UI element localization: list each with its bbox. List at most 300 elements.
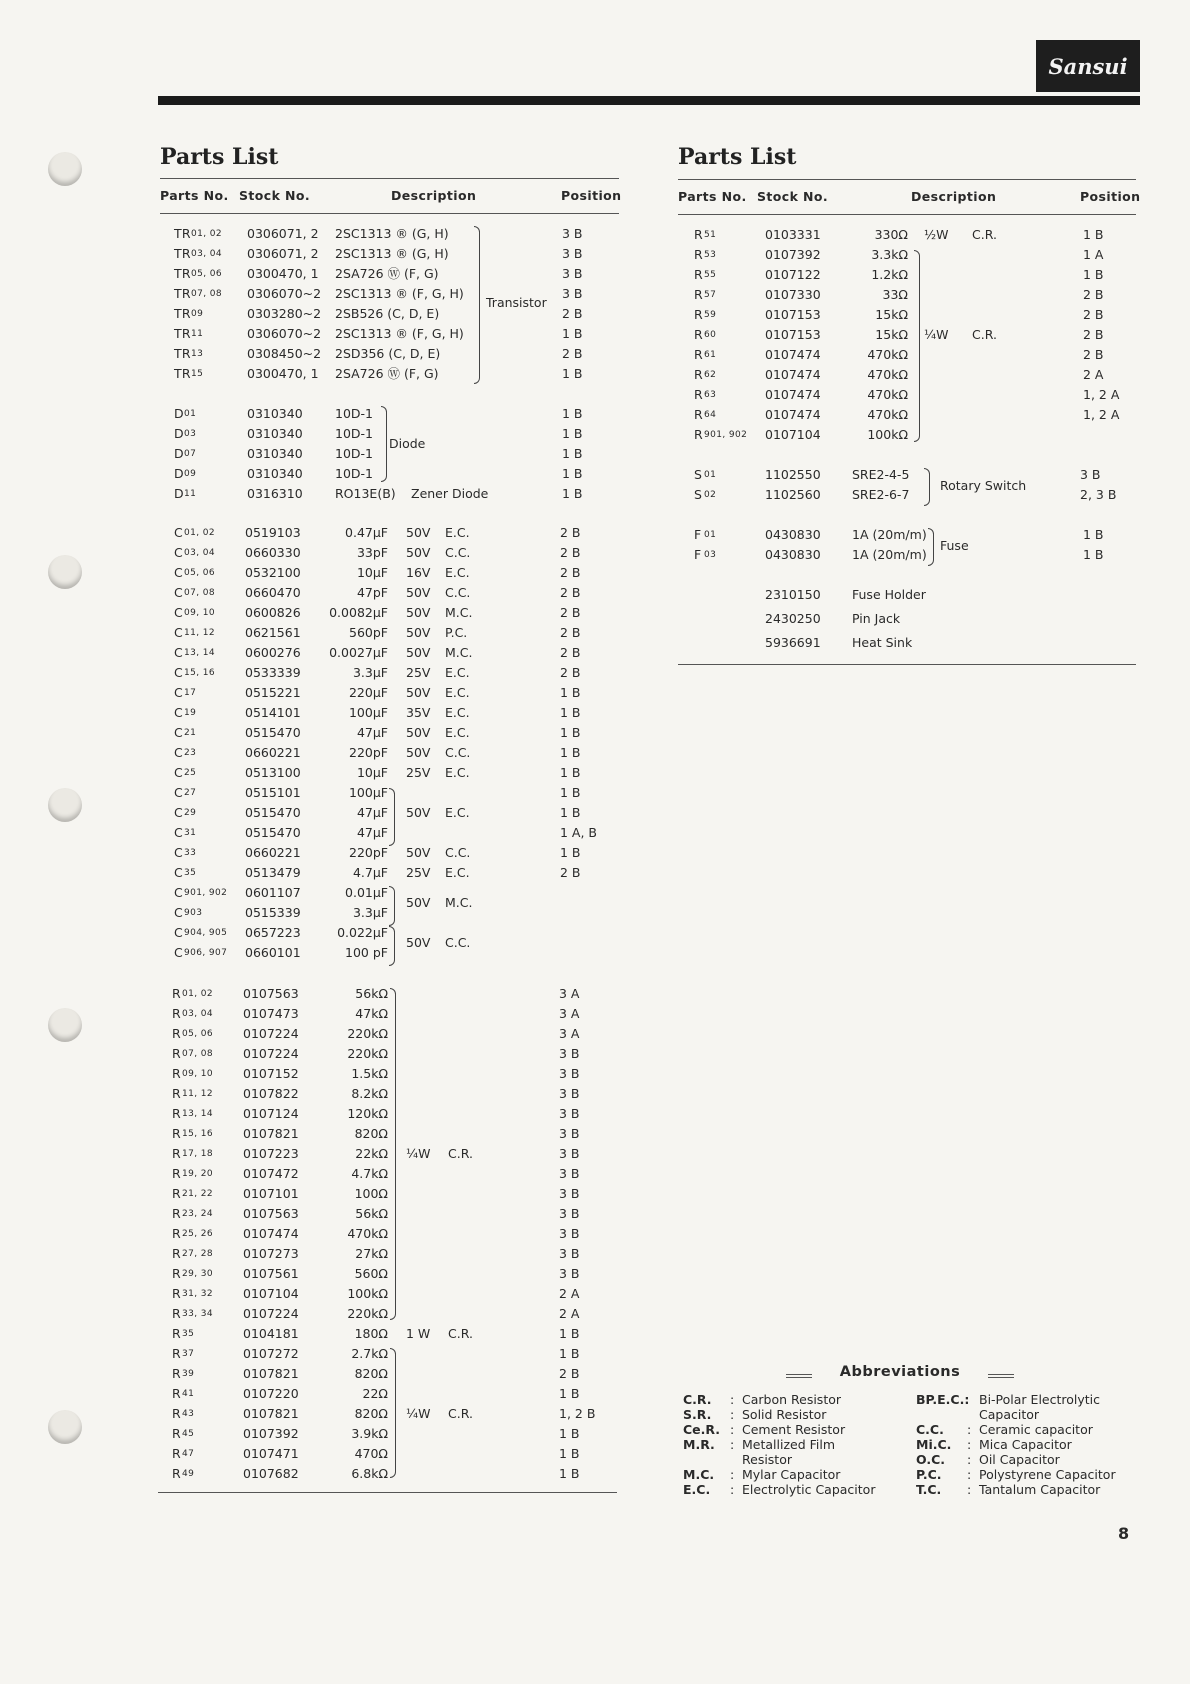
part-number-prefix: C [174, 765, 184, 780]
part-number-suffix: 29, 30 [182, 1269, 214, 1279]
table-row [0, 325, 1190, 345]
table-row [0, 225, 1190, 245]
resistance-value: 820Ω [354, 1366, 388, 1381]
voltage-rating: 25V [406, 765, 431, 780]
stock-number: 0515339 [245, 905, 301, 920]
abbreviation-code: M.C. [683, 1467, 715, 1482]
description: 2SC1313 ® (G, H) [335, 246, 449, 261]
capacitor-type: E.C. [445, 725, 470, 740]
abbreviation-text: Mylar Capacitor [742, 1467, 841, 1482]
table-row [0, 1144, 1190, 1164]
position: 1 B [560, 745, 581, 760]
position: 1 B [559, 1426, 580, 1441]
voltage-rating: 50V [406, 895, 431, 910]
table-row [0, 923, 1190, 950]
stock-number: 0107563 [243, 1206, 299, 1221]
part-number-prefix: R [694, 367, 703, 382]
part-number-prefix: C [174, 845, 184, 860]
description: RO13E(B) [335, 486, 396, 501]
part-number-prefix: R [694, 427, 703, 442]
part-number-prefix: R [694, 227, 703, 242]
part-number-prefix: C [174, 725, 184, 740]
capacitance-value: 100μF [348, 785, 388, 800]
part-number-prefix: C [174, 645, 184, 660]
position: 3 B [559, 1226, 580, 1241]
description: 1A (20m/m) [852, 527, 927, 542]
part-number-prefix: R [172, 1066, 181, 1081]
part-number-prefix: D [174, 426, 184, 441]
stock-number: 0430830 [765, 547, 821, 562]
part-number-prefix: R [172, 1466, 181, 1481]
part-number-suffix: 02 [704, 490, 717, 500]
abbreviation-code: E.C. [683, 1482, 711, 1497]
part-number-suffix: 05, 06 [184, 568, 216, 578]
capacitance-value: 33pF [356, 545, 388, 560]
position: 1 A, B [560, 825, 597, 840]
fuse-group-label: Fuse [940, 538, 969, 553]
resistance-value: 330Ω [874, 227, 908, 242]
stock-number: 0514101 [245, 705, 301, 720]
part-number-suffix: 01 [704, 530, 717, 540]
left-header-position: Position [561, 188, 622, 203]
stock-number: 0430830 [765, 527, 821, 542]
wattage: ¼W [406, 1406, 431, 1421]
position: 2 B [562, 346, 583, 361]
part-number-prefix: R [172, 1226, 181, 1241]
position: 1 B [560, 725, 581, 740]
stock-number: 0107224 [243, 1046, 299, 1061]
position: 1 B [562, 406, 583, 421]
table-row [0, 1264, 1190, 1284]
part-number-suffix: 41 [182, 1389, 195, 1399]
stock-number: 0306070~2 [247, 286, 322, 301]
part-number-suffix: 09, 10 [182, 1069, 214, 1079]
part-number-prefix: TR [174, 226, 191, 241]
part-number-suffix: 55 [704, 270, 717, 280]
position: 1 B [562, 466, 583, 481]
part-number-prefix: D [174, 446, 184, 461]
abbreviation-text: Carbon Resistor [742, 1392, 842, 1407]
position: 2 B [1083, 347, 1104, 362]
stock-number: 1102550 [765, 467, 821, 482]
stock-number: 0107563 [243, 986, 299, 1001]
abbreviation-text-cont: Resistor [742, 1452, 792, 1467]
stock-number: 0660470 [245, 585, 301, 600]
abbreviation-text-cont: Capacitor [979, 1407, 1040, 1422]
stock-number: 0107153 [765, 327, 821, 342]
resistance-value: 180Ω [354, 1326, 388, 1341]
capacitance-value: 100 pF [345, 945, 388, 960]
position: 3 B [559, 1046, 580, 1061]
part-number-suffix: 27, 28 [182, 1249, 214, 1259]
table-row [0, 723, 1190, 743]
part-number-prefix: R [172, 1006, 181, 1021]
table-row [0, 1124, 1190, 1144]
part-number-suffix: 05, 06 [182, 1029, 214, 1039]
capacitor-type: E.C. [445, 705, 470, 720]
position: 1 B [559, 1466, 580, 1481]
table-row [0, 425, 1190, 445]
description: 2SC1313 ® (G, H) [335, 226, 449, 241]
stock-number: 0107561 [243, 1266, 299, 1281]
table-row [0, 863, 1190, 883]
abbreviation-colon: : [967, 1482, 972, 1497]
binder-hole [48, 152, 82, 186]
part-number-suffix: 03, 04 [182, 1009, 214, 1019]
part-number-suffix: 43 [182, 1409, 195, 1419]
position: 1, 2 A [1083, 387, 1120, 402]
voltage-rating: 50V [406, 605, 431, 620]
capacitor-type: E.C. [445, 805, 470, 820]
part-number-suffix: 11, 12 [184, 628, 216, 638]
left-bottom-rule [158, 1492, 617, 1493]
stock-number: 0600276 [245, 645, 301, 660]
left-header-description: Description [391, 188, 477, 203]
part-number-suffix: 23, 24 [182, 1209, 214, 1219]
position: 3 B [559, 1186, 580, 1201]
abbreviation-colon: : [730, 1407, 735, 1422]
position: 2 B [1083, 287, 1104, 302]
table-row [0, 1244, 1190, 1264]
position: 2 A [1083, 367, 1104, 382]
abbreviation-code: M.R. [683, 1437, 715, 1452]
stock-number: 0107224 [243, 1026, 299, 1041]
part-number-suffix: 13, 14 [182, 1109, 214, 1119]
position: 1 B [562, 366, 583, 381]
resistance-value: 4.7kΩ [351, 1166, 388, 1181]
table-row [0, 1104, 1190, 1124]
sansui-logo: Sansui [1036, 40, 1140, 92]
right-header-parts-no: Parts No. [678, 189, 747, 204]
capacitor-type: E.C. [445, 685, 470, 700]
capacitance-value: 0.022μF [337, 925, 388, 940]
description: Fuse Holder [852, 587, 926, 602]
position: 3 B [562, 266, 583, 281]
part-number-suffix: 33, 34 [182, 1309, 214, 1319]
part-number-prefix: R [694, 327, 703, 342]
part-number-suffix: 63 [704, 390, 717, 400]
part-number-suffix: 07, 08 [191, 289, 223, 299]
stock-number: 0513479 [245, 865, 301, 880]
table-row [0, 485, 1190, 505]
position: 1 B [559, 1346, 580, 1361]
resistance-value: 8.2kΩ [351, 1086, 388, 1101]
capacitance-value: 220pF [349, 845, 388, 860]
table-row [0, 843, 1190, 863]
part-number-prefix: R [172, 1446, 181, 1461]
position: 1 B [1083, 527, 1104, 542]
stock-number: 2310150 [765, 587, 821, 602]
part-number-prefix: C [174, 925, 184, 940]
voltage-rating: 25V [406, 865, 431, 880]
abbreviation-text: Cement Resistor [742, 1422, 846, 1437]
part-number-suffix: 901, 902 [184, 888, 228, 898]
position: 2 B [560, 565, 581, 580]
resistance-value: 15kΩ [875, 307, 908, 322]
stock-number: 0107392 [243, 1426, 299, 1441]
stock-number: 0308450~2 [247, 346, 322, 361]
right-page-title: Parts List [678, 144, 797, 170]
part-number-prefix: TR [174, 366, 191, 381]
position: 1 B [562, 486, 583, 501]
part-number-suffix: 31 [184, 828, 197, 838]
part-number-prefix: C [174, 605, 184, 620]
position: 1 B [1083, 267, 1104, 282]
position: 1 B [562, 426, 583, 441]
abbreviation-colon: : [730, 1482, 735, 1497]
stock-number: 0515470 [245, 805, 301, 820]
position: 1 B [562, 326, 583, 341]
stock-number: 0306071, 2 [247, 246, 319, 261]
stock-number: 0107821 [243, 1366, 299, 1381]
abbreviation-text: Tantalum Capacitor [979, 1482, 1101, 1497]
table-row [0, 1004, 1190, 1024]
table-row [0, 903, 1190, 923]
part-number-suffix: 64 [704, 410, 717, 420]
stock-number: 0600826 [245, 605, 301, 620]
part-number-suffix: 01, 02 [184, 528, 216, 538]
resistance-value: 220kΩ [347, 1306, 388, 1321]
table-row [0, 365, 1190, 385]
left-title-rule [160, 178, 619, 179]
position: 1 B [559, 1326, 580, 1341]
capacitance-value: 0.47μF [345, 525, 388, 540]
position: 2 B [560, 545, 581, 560]
switch-group-label: Rotary Switch [940, 478, 1027, 493]
part-number-suffix: 57 [704, 290, 717, 300]
part-number-suffix: 09, 10 [184, 608, 216, 618]
part-number-suffix: 51 [704, 230, 717, 240]
position: 3 B [559, 1246, 580, 1261]
abbreviation-colon: : [967, 1422, 972, 1437]
left-page-title: Parts List [160, 144, 279, 170]
part-number-prefix: D [174, 406, 184, 421]
voltage-rating: 50V [406, 685, 431, 700]
resistance-value: 470Ω [354, 1446, 388, 1461]
capacitance-value: 220μF [348, 685, 388, 700]
stock-number: 0657223 [245, 925, 301, 940]
position: 1 B [560, 785, 581, 800]
part-number-suffix: 03, 04 [191, 249, 223, 259]
part-number-suffix: 45 [182, 1429, 195, 1439]
stock-number: 0107104 [243, 1286, 299, 1301]
abbreviation-code: S.R. [683, 1407, 712, 1422]
part-number-prefix: F [694, 527, 702, 542]
voltage-rating: 50V [406, 725, 431, 740]
stock-number: 0107822 [243, 1086, 299, 1101]
capacitance-value: 0.01μF [345, 885, 388, 900]
stock-number: 0601107 [245, 885, 301, 900]
description: Heat Sink [852, 635, 913, 650]
position: 1, 2 A [1083, 407, 1120, 422]
table-row [0, 1024, 1190, 1044]
part-number-prefix: C [174, 585, 184, 600]
table-row [0, 1284, 1190, 1304]
stock-number: 0107821 [243, 1406, 299, 1421]
abbreviation-text: Solid Resistor [742, 1407, 827, 1422]
stock-number: 0104181 [243, 1326, 299, 1341]
abbreviation-colon: : [967, 1452, 972, 1467]
capacitor-type: P.C. [445, 625, 468, 640]
part-number-prefix: C [174, 705, 184, 720]
left-header-parts-no: Parts No. [160, 188, 229, 203]
resistance-value: 33Ω [882, 287, 908, 302]
resistance-value: 470kΩ [867, 387, 908, 402]
part-number-suffix: 11, 12 [182, 1089, 214, 1099]
table-row [0, 465, 1190, 485]
resistance-value: 22Ω [362, 1386, 388, 1401]
table-row [0, 1164, 1190, 1184]
position: 3 B [559, 1126, 580, 1141]
table-row [0, 585, 1190, 605]
resistance-value: 820Ω [354, 1126, 388, 1141]
part-number-suffix: 33 [184, 848, 197, 858]
position: 2 B [560, 605, 581, 620]
capacitance-value: 220pF [349, 745, 388, 760]
part-number-suffix: 15 [191, 369, 204, 379]
part-number-prefix: TR [174, 286, 191, 301]
part-number-suffix: 17 [184, 688, 197, 698]
position: 1, 2 B [559, 1406, 596, 1421]
stock-number: 0107101 [243, 1186, 299, 1201]
position: 2 A [559, 1306, 580, 1321]
abbreviation-code: O.C. [916, 1452, 946, 1467]
resistor-type: C.R. [448, 1326, 473, 1341]
part-number-prefix: C [174, 885, 184, 900]
right-title-rule [678, 179, 1136, 180]
part-number-suffix: 25 [184, 768, 197, 778]
stock-number: 0107273 [243, 1246, 299, 1261]
capacitance-value: 47μF [356, 805, 388, 820]
part-number-prefix: R [694, 347, 703, 362]
position: 2 B [560, 525, 581, 540]
part-number-prefix: TR [174, 266, 191, 281]
description: SRE2-6-7 [852, 487, 910, 502]
part-number-prefix: R [172, 1166, 181, 1181]
part-number-suffix: 62 [704, 370, 717, 380]
part-number-prefix: C [174, 745, 184, 760]
stock-number: 0519103 [245, 525, 301, 540]
position: 3 A [559, 986, 580, 1001]
resistor-type: C.R. [972, 227, 997, 242]
part-number-prefix: R [694, 307, 703, 322]
table-row [0, 545, 1190, 565]
resistance-value: 100Ω [354, 1186, 388, 1201]
resistance-value: 470kΩ [347, 1226, 388, 1241]
description: 2SD356 (C, D, E) [335, 346, 441, 361]
position: 3 B [559, 1206, 580, 1221]
part-number-prefix: R [172, 1386, 181, 1401]
abbreviation-colon: : [730, 1437, 735, 1452]
capacitor-type: M.C. [445, 605, 473, 620]
stock-number: 0303280~2 [247, 306, 322, 321]
position: 1 B [1083, 547, 1104, 562]
table-row [0, 663, 1190, 683]
part-number-prefix: S [694, 467, 703, 482]
voltage-rating: 50V [406, 625, 431, 640]
part-number-prefix: R [172, 1306, 181, 1321]
table-row [0, 803, 1190, 823]
part-number-prefix: R [172, 1266, 181, 1281]
position: 2 B [560, 625, 581, 640]
resistance-value: 22kΩ [355, 1146, 388, 1161]
wattage: ¼W [406, 1146, 431, 1161]
part-number-prefix: F [694, 547, 702, 562]
table-row [0, 245, 1190, 265]
resistance-value: 1.2kΩ [871, 267, 908, 282]
position: 3 A [559, 1026, 580, 1041]
transistor-group-label: Transistor [486, 295, 547, 310]
capacitance-value: 10μF [356, 565, 388, 580]
resistor-type: C.R. [448, 1146, 473, 1161]
position: 3 B [559, 1066, 580, 1081]
part-number-prefix: C [174, 545, 184, 560]
right-header-rule [678, 214, 1136, 215]
stock-number: 0107821 [243, 1126, 299, 1141]
capacitor-type: E.C. [445, 565, 470, 580]
abbreviation-text: Oil Capacitor [979, 1452, 1060, 1467]
capacitance-value: 10μF [356, 765, 388, 780]
part-number-suffix: 901, 902 [704, 430, 748, 440]
part-number-prefix: R [172, 1126, 181, 1141]
position: 3 B [559, 1146, 580, 1161]
position: 3 B [562, 286, 583, 301]
stock-number: 0515470 [245, 725, 301, 740]
part-number-suffix: 13, 14 [184, 648, 216, 658]
voltage-rating: 35V [406, 705, 431, 720]
description: 10D-1 [335, 406, 373, 421]
voltage-rating: 16V [406, 565, 431, 580]
position: 1 B [560, 765, 581, 780]
part-number-suffix: 03 [184, 429, 197, 439]
abbreviation-colon: : [730, 1392, 735, 1407]
part-number-prefix: C [174, 565, 184, 580]
abbreviation-text: Mica Capacitor [979, 1437, 1072, 1452]
stock-number: 2430250 [765, 611, 821, 626]
capacitance-value: 47pF [356, 585, 388, 600]
description: Pin Jack [852, 611, 901, 626]
position: 2 B [560, 865, 581, 880]
part-number-suffix: 07, 08 [182, 1049, 214, 1059]
part-number-prefix: R [694, 267, 703, 282]
stock-number: 0660330 [245, 545, 301, 560]
position: 3 A [559, 1006, 580, 1021]
description: 2SC1313 ® (F, G, H) [335, 326, 464, 341]
capacitor-type: M.C. [445, 895, 473, 910]
capacitance-value: 100μF [348, 705, 388, 720]
stock-number: 0107474 [765, 387, 821, 402]
stock-number: 0107272 [243, 1346, 299, 1361]
stock-number: 0107223 [243, 1146, 299, 1161]
resistance-value: 820Ω [354, 1406, 388, 1421]
stock-number: 0310340 [247, 446, 303, 461]
position: 3 B [1080, 467, 1101, 482]
stock-number: 0107474 [765, 367, 821, 382]
position: 1 B [560, 805, 581, 820]
stock-number: 1102560 [765, 487, 821, 502]
table-row [0, 1304, 1190, 1324]
part-number-prefix: R [172, 1366, 181, 1381]
table-row [0, 525, 1190, 545]
stock-number: 0107473 [243, 1006, 299, 1021]
position: 2, 3 B [1080, 487, 1117, 502]
stock-number: 0107471 [243, 1446, 299, 1461]
part-number-prefix: C [174, 905, 184, 920]
table-row [0, 943, 1190, 963]
position: 1 B [1083, 227, 1104, 242]
table-row [0, 1044, 1190, 1064]
capacitor-type: C.C. [445, 545, 471, 560]
